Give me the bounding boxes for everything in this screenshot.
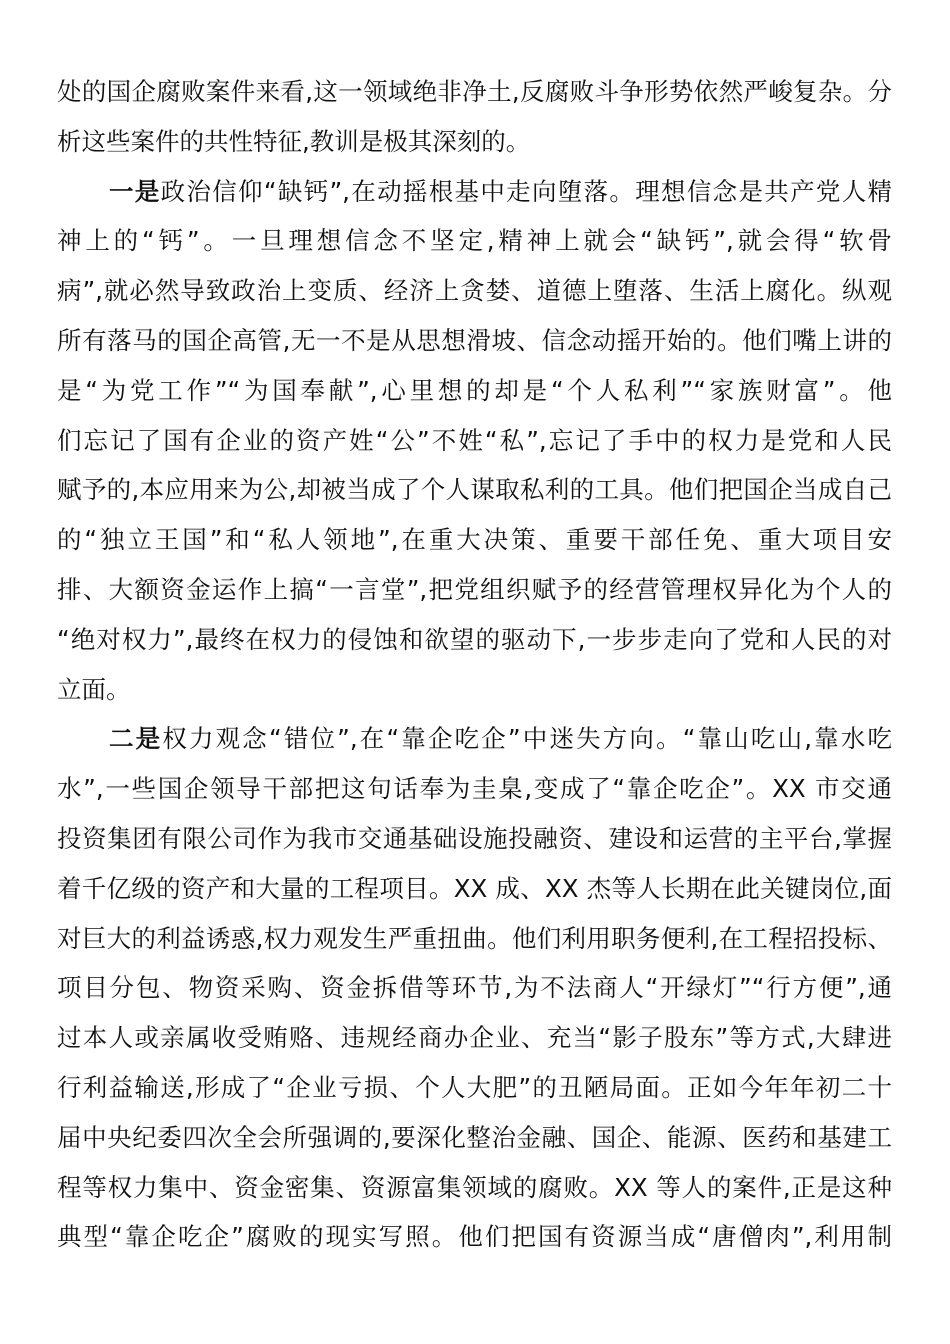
text-line: 着千亿级的资产和大量的工程项目。XX 成、XX 杰等人长期在此关键岗位,面 — [57, 873, 892, 903]
text-line: 神上的“钙”。一旦理想信念不坚定,精神上就会“缺钙”,就会得“软骨 — [57, 226, 892, 256]
text-line: 们忘记了国有企业的资产姓“公”不姓“私”,忘记了手中的权力是党和人民 — [57, 425, 892, 455]
text-line: “绝对权力”,最终在权力的侵蚀和欲望的驱动下,一步步走向了党和人民的对 — [57, 624, 892, 654]
text-line — [57, 714, 892, 764]
text-line: 处的国企腐败案件来看,这一领域绝非净土,反腐败斗争形势依然严峻复杂。分 — [57, 77, 892, 106]
text-line: 典型“靠企吃企”腐败的现实写照。他们把国有资源当成“唐僧肉”,利用制 — [57, 1222, 892, 1252]
text-line: 投资集团有限公司作为我市交通基础设施投融资、建设和运营的主平台,掌握 — [57, 823, 892, 853]
text-line: 行利益输送,形成了“企业亏损、个人大肥”的丑陋局面。正如今年年初二十 — [57, 1072, 892, 1102]
text-line: 病”,就必然导致政治上变质、经济上贪婪、道德上堕落、生活上腐化。纵观 — [57, 276, 892, 306]
paragraph-intro-tail — [57, 67, 892, 167]
text-line — [57, 167, 892, 217]
paragraph-lead: 一是 — [109, 176, 161, 206]
text-line: 项目分包、物资采购、资金拆借等环节,为不法商人“开绿灯”“行方便”,通 — [57, 973, 892, 1003]
text-line: 析这些案件的共性特征,教训是极其深刻的。 — [57, 126, 531, 156]
text-line: 对巨大的利益诱惑,权力观发生严重扭曲。他们利用职务便利,在工程招投标、 — [57, 923, 892, 953]
text-line: 是“为党工作”“为国奉献”,心里想的却是“个人私利”“家族财富”。他 — [57, 375, 892, 405]
text-line: 届中央纪委四次全会所强调的,要深化整治金融、国企、能源、医药和基建工 — [57, 1122, 892, 1152]
paragraph-lead: 二是 — [109, 724, 163, 754]
text-line: 立面。 — [57, 674, 131, 704]
text-line: 程等权力集中、资金密集、资源富集领域的腐败。XX 等人的案件,正是这种 — [57, 1172, 892, 1202]
paragraph-point-one — [57, 167, 892, 715]
text-line-content: 权力观念“错位”,在“靠企吃企”中迷失方向。“靠山吃山,靠水吃 — [162, 724, 892, 754]
text-line: 过本人或亲属收受贿赂、违规经商办企业、充当“影子股东”等方式,大肆进 — [57, 1023, 892, 1053]
text-line: 的“独立王国”和“私人领地”,在重大决策、重要干部任免、重大项目安 — [57, 525, 892, 555]
text-line-content: 政治信仰“缺钙”,在动摇根基中走向堕落。理想信念是共产党人精 — [160, 176, 893, 206]
text-line: 赋予的,本应用来为公,却被当成了个人谋取私利的工具。他们把国企当成自己 — [57, 475, 892, 505]
paragraph-point-two — [57, 714, 892, 1262]
text-line: 水”,一些国企领导干部把这句话奉为圭臬,变成了“靠企吃企”。XX 市交通 — [57, 774, 892, 804]
text-line: 所有落马的国企高管,无一不是从思想滑坡、信念动摇开始的。他们嘴上讲的 — [57, 325, 892, 355]
text-line: 排、大额资金运作上搞“一言堂”,把党组织赋予的经营管理权异化为个人的 — [57, 574, 892, 604]
document-page — [57, 67, 892, 1262]
